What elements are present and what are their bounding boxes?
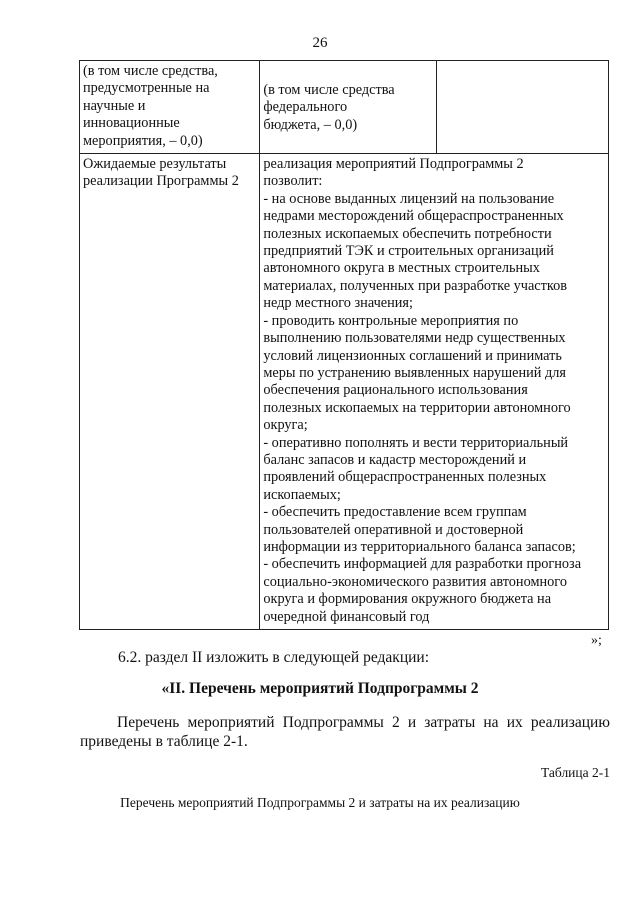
- cell-text-line: позволит:: [263, 173, 323, 190]
- cell-text-line: инновационные: [83, 115, 180, 132]
- cell-text-line: ископаемых;: [263, 486, 341, 503]
- table-title: Перечень мероприятий Подпрограммы 2 и затраты на их реализацию: [120, 795, 520, 810]
- table-cell-empty: [437, 61, 609, 154]
- cell-text-line: предусмотренные на: [83, 80, 210, 97]
- cell-text-line: пользователей оперативной и достоверной: [263, 521, 524, 538]
- cell-text-line: федерального: [263, 99, 348, 116]
- table-row: [80, 154, 609, 630]
- intro-paragraph: [80, 713, 610, 751]
- table-cell: [80, 61, 260, 154]
- cell-text-line: проявлений общераспространенных полезных: [263, 469, 547, 486]
- cell-text-line: - обеспечить предоставление всем группам: [263, 504, 527, 521]
- cell-text-line: реализация мероприятий Подпрограммы 2: [263, 156, 524, 173]
- table-cell: [260, 61, 437, 154]
- cell-text-line: баланс запасов и кадастр месторождений и: [263, 451, 527, 468]
- cell-text-line: (в том числе средства,: [83, 63, 218, 79]
- cell-text-line: округа и формирования окружного бюджета на: [263, 591, 552, 608]
- cell-text-line: социально-экономического развития автономного: [263, 573, 567, 590]
- cell-text-line: материалах, полученных при разработке участков: [263, 277, 568, 294]
- intro-word: реализацию: [530, 714, 610, 731]
- cell-text-line: меры по устранению выявленных нарушений для: [263, 364, 566, 381]
- cell-text-line: информации из территориального баланса запасов;: [263, 538, 576, 555]
- intro-word: 2: [391, 714, 400, 731]
- cell-text-line: полезных ископаемых обеспечить потребности: [263, 225, 552, 242]
- cell-text-line: реализации Программы 2: [83, 173, 239, 190]
- cell-text-line: Ожидаемые результаты: [83, 156, 227, 173]
- cell-text-line: округа;: [263, 417, 308, 434]
- cell-text-line: - оперативно пополнять и вести территориальный: [263, 434, 569, 451]
- table-number-label: Таблица 2-1: [541, 765, 610, 780]
- cell-text-line: автономного округа в местных строительных: [263, 260, 540, 277]
- intro-word: и: [407, 714, 417, 731]
- cell-text-line: - проводить контрольные мероприятия по: [263, 312, 519, 329]
- cell-text-line: очередной финансовый год: [263, 608, 430, 625]
- intro-word: Перечень: [117, 714, 180, 731]
- cell-text-line: - на основе выданных лицензий на пользование: [263, 190, 555, 207]
- cell-text-line: мероприятия, – 0,0): [83, 132, 203, 149]
- intro-word: их: [506, 714, 523, 731]
- intro-line: приведены в таблице 2-1.: [80, 733, 248, 750]
- cell-text-line: полезных ископаемых на территории автономного: [263, 399, 571, 416]
- table-row: [80, 61, 609, 154]
- intro-word: мероприятий: [187, 714, 275, 731]
- cell-text-line: предприятий ТЭК и строительных организаций: [263, 243, 554, 260]
- cell-text-line: недрами месторождений общераспространенных: [263, 208, 564, 225]
- closing-quote: »;: [591, 633, 602, 648]
- expected-results-cell: [260, 154, 609, 630]
- program-passport-table: [79, 60, 609, 630]
- cell-text-line: (в том числе средства: [263, 82, 395, 98]
- intro-word: затраты: [424, 714, 476, 731]
- page-number: 26: [312, 35, 328, 51]
- cell-text-line: выполнению пользователями недр существенных: [263, 330, 566, 347]
- amendment-paragraph: 6.2. раздел II изложить в следующей редакции:: [118, 649, 430, 666]
- cell-text-line: недр местного значения;: [263, 295, 413, 312]
- cell-text-line: обеспечения рационального использования: [263, 382, 528, 399]
- cell-text-line: бюджета, – 0,0): [263, 116, 358, 133]
- cell-text-line: условий лицензионных соглашений и принимать: [263, 347, 562, 364]
- table-cell: [80, 154, 260, 630]
- cell-text-line: - обеспечить информацией для разработки прогноза: [263, 556, 582, 573]
- cell-text-line: научные и: [83, 97, 146, 114]
- intro-line-justified: [80, 713, 610, 732]
- intro-word: Подпрограммы: [282, 714, 384, 731]
- intro-word: на: [483, 714, 499, 731]
- section-heading: «II. Перечень мероприятий Подпрограммы 2: [161, 680, 479, 697]
